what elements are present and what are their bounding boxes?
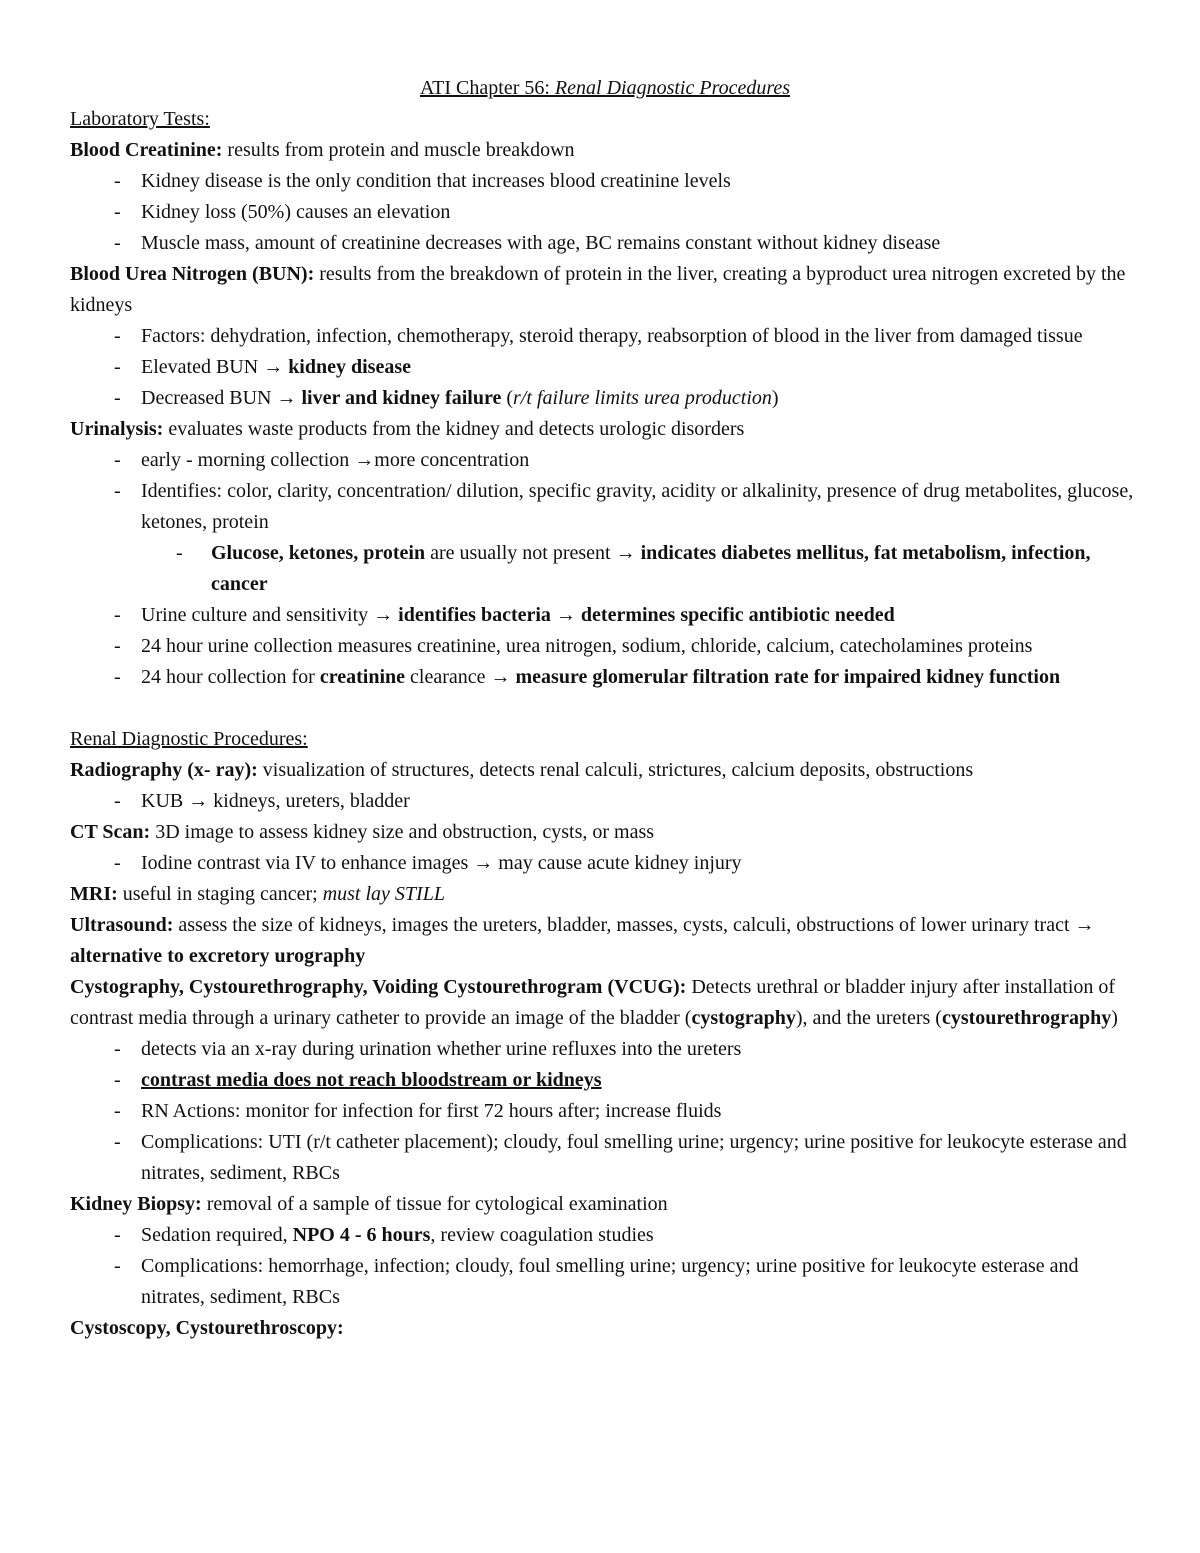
bullet-ua-3: - Urine culture and sensitivity → identifies bacteria → determines specific antibiotic needed	[70, 600, 1140, 631]
bullet-cysto-4: - Complications: UTI (r/t catheter placement); cloudy, foul smelling urine; urgency; urine positive for leukocyte esterase and nitrates, sediment, RBCs	[70, 1127, 1140, 1189]
entry-bun: Blood Urea Nitrogen (BUN): results from the breakdown of protein in the liver, creating a byproduct urea nitrogen excreted by the kidneys	[70, 263, 1126, 316]
section-heading-renal: Renal Diagnostic Procedures:	[70, 728, 308, 750]
entry-kidney-biopsy: Kidney Biopsy: removal of a sample of tissue for cytological examination	[70, 1193, 668, 1215]
bullet-biopsy-1: - Sedation required, NPO 4 - 6 hours, review coagulation studies	[70, 1220, 1140, 1251]
bullet-ua-5: - 24 hour collection for creatinine clearance → measure glomerular filtration rate for impaired kidney function	[70, 662, 1140, 693]
bullet-bun-3: - Decreased BUN → liver and kidney failure (r/t failure limits urea production)	[70, 383, 1140, 414]
entry-cystoscopy: Cystoscopy, Cystourethroscopy:	[70, 1317, 344, 1339]
bullet-creatinine-1: - Kidney disease is the only condition that increases blood creatinine levels	[70, 166, 1140, 197]
bullet-xray-1: - KUB → kidneys, ureters, bladder	[70, 786, 1140, 817]
bullet-ct-1: - Iodine contrast via IV to enhance images → may cause acute kidney injury	[70, 848, 1140, 879]
bullet-ua-1: - early - morning collection →more concentration	[70, 445, 1140, 476]
entry-cystography: Cystography, Cystourethrography, Voiding Cystourethrogram (VCUG): Detects urethral or bladder injury after installation of contrast media through a urinary catheter to provide an image of the bladder (cystography), and the ureters (cystourethrography)	[70, 976, 1118, 1029]
entry-blood-creatinine: Blood Creatinine: results from protein and muscle breakdown	[70, 139, 575, 161]
bullet-bun-1: - Factors: dehydration, infection, chemotherapy, steroid therapy, reabsorption of blood in the liver from damaged tissue	[70, 321, 1140, 352]
title-topic: Renal Diagnostic Procedures	[554, 77, 791, 99]
document-title	[70, 73, 1140, 104]
bullet-biopsy-2: - Complications: hemorrhage, infection; cloudy, foul smelling urine; urgency; urine positive for leukocyte esterase and nitrates, sediment, RBCs	[70, 1251, 1140, 1313]
bullet-ua-4: - 24 hour urine collection measures creatinine, urea nitrogen, sodium, chloride, calcium, catecholamines proteins	[70, 631, 1140, 662]
bullet-bun-2: - Elevated BUN → kidney disease	[70, 352, 1140, 383]
bullet-cysto-3: - RN Actions: monitor for infection for first 72 hours after; increase fluids	[70, 1096, 1140, 1127]
bullet-creatinine-2: - Kidney loss (50%) causes an elevation	[70, 197, 1140, 228]
bullet-cysto-1: - detects via an x-ray during urination whether urine refluxes into the ureters	[70, 1034, 1140, 1065]
bullet-creatinine-3: - Muscle mass, amount of creatinine decreases with age, BC remains constant without kidney disease	[70, 228, 1140, 259]
subbullet-ua-1: - Glucose, ketones, protein are usually not present → indicates diabetes mellitus, fat metabolism, infection, cancer	[70, 538, 1140, 600]
entry-urinalysis: Urinalysis: evaluates waste products from the kidney and detects urologic disorders	[70, 418, 745, 440]
entry-mri: MRI: useful in staging cancer; must lay STILL	[70, 883, 445, 905]
entry-ultrasound: Ultrasound: assess the size of kidneys, images the ureters, bladder, masses, cysts, calculi, obstructions of lower urinary tract → alternative to excretory urography	[70, 914, 1095, 967]
bullet-cysto-2: - contrast media does not reach bloodstream or kidneys	[70, 1065, 1140, 1096]
bullet-ua-2: - Identifies: color, clarity, concentration/ dilution, specific gravity, acidity or alkalinity, presence of drug metabolites, glucose, ketones, protein	[70, 476, 1140, 538]
entry-radiography: Radiography (x- ray): visualization of structures, detects renal calculi, strictures, calcium deposits, obstructions	[70, 759, 974, 781]
section-heading-lab: Laboratory Tests:	[70, 108, 210, 130]
title-chapter: ATI Chapter 56:	[419, 77, 550, 99]
spacer	[70, 693, 1140, 724]
entry-ct-scan: CT Scan: 3D image to assess kidney size and obstruction, cysts, or mass	[70, 821, 655, 843]
